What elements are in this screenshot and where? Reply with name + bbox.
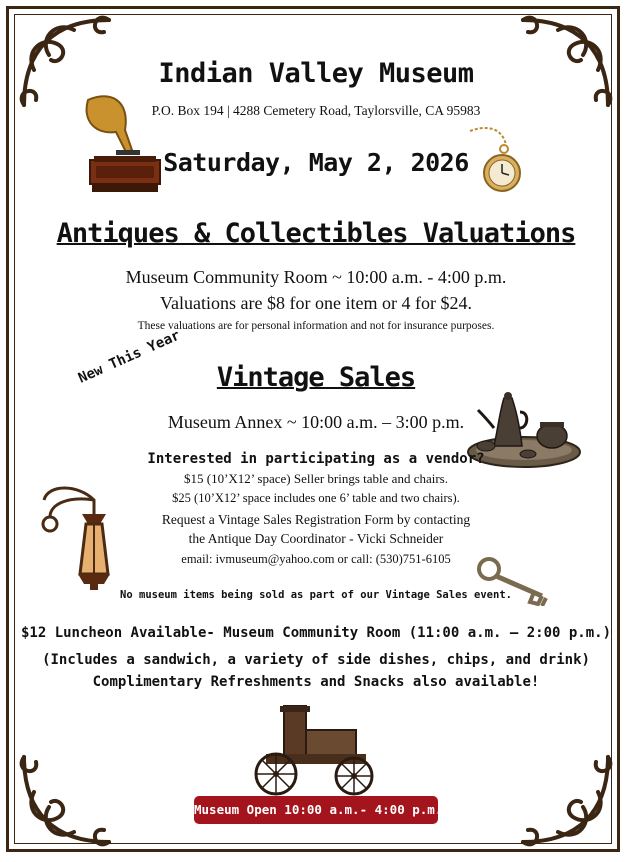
museum-address: P.O. Box 194 | 4288 Cemetery Road, Taylorsville, CA 95983 [151,103,481,118]
event-date: Saturday, May 2, 2026 [163,148,469,177]
ornate-corner-icon [513,747,618,852]
vintage-heading: Vintage Sales [216,362,416,393]
antiques-disclaimer: These valuations are for personal information and not for insurance purposes. [137,320,495,332]
luncheon-line-2: (Includes a sandwich, a variety of side dishes, chips, and drink) [42,652,590,668]
luncheon-line-1: $12 Luncheon Available- Museum Community Room (11:00 a.m. – 2:00 p.m.) [20,625,611,641]
request-line-2: the Antique Day Coordinator - Vicki Schneider [188,531,444,546]
vintage-location-time: Museum Annex ~ 10:00 a.m. – 3:00 p.m. [167,412,465,432]
antiques-location-time: Museum Community Room ~ 10:00 a.m. - 4:00 p.m. [125,267,507,287]
vendor-option-1: $15 (10’X12’ space) Seller brings table and chairs. [183,471,448,486]
vendor-question: Interested in participating as a vendor? [147,451,485,467]
antiques-heading: Antiques & Collectibles Valuations [56,218,576,249]
request-line-1: Request a Vintage Sales Registration Form by contacting [161,512,471,527]
contact-info: email: ivmuseum@yahoo.com or call: (530)751-6105 [181,552,451,566]
museum-hours-badge: Museum Open 10:00 a.m.- 4:00 p.m. [194,796,438,824]
new-this-year-badge: New This Year [76,327,183,387]
luncheon-line-3: Complimentary Refreshments and Snacks also available! [92,674,540,690]
vendor-option-2: $25 (10’X12’ space includes one 6’ table and two chairs). [172,491,460,505]
ornate-corner-icon [14,747,119,852]
steam-fire-engine-icon [246,702,386,798]
antiques-pricing: Valuations are $8 for one item or 4 for $24. [160,293,472,313]
museum-title: Indian Valley Museum [158,58,474,89]
no-museum-items-note: No museum items being sold as part of our Vintage Sales event. [120,589,512,601]
